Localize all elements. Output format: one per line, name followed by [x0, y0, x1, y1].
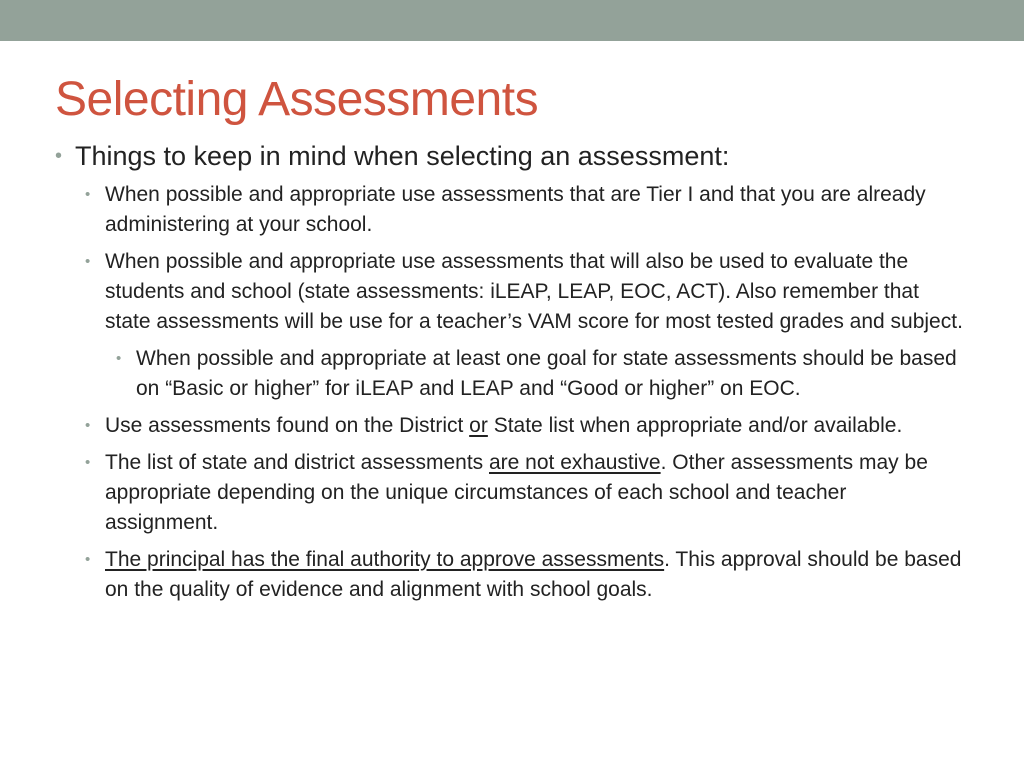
top-accent-bar — [0, 0, 1024, 41]
slide-title: Selecting Assessments — [55, 73, 539, 126]
bullet-text: When possible and appropriate use assessments that are Tier I and that you are already administering at your school. — [105, 183, 926, 236]
bullet-district-list — [85, 411, 965, 441]
bullet-evaluate — [85, 247, 965, 337]
bullet-text: When possible and appropriate use assessments that will also be used to evaluate the students and school (state assessments: iLEAP, LEAP, EOC, ACT). Also remember that state assessments will be use for a teacher’s VAM score for most tested grades and subject. — [105, 250, 963, 333]
bullet-text-pre: The list of state and district assessments — [105, 451, 489, 474]
bullet-not-exhaustive — [85, 448, 965, 538]
bullet-principal — [85, 545, 965, 605]
bullet-dot-icon: • — [85, 417, 91, 434]
bullet-dot-icon: • — [116, 350, 122, 367]
bullet-dot-icon: • — [85, 186, 91, 203]
bullet-text-post: . This approval should be based on the quality of evidence and alignment with school goals. — [105, 548, 962, 601]
bullet-text: Things to keep in mind when selecting an assessment: — [75, 141, 730, 171]
bullet-main — [55, 138, 965, 174]
underlined-not-exhaustive: are not exhaustive — [489, 451, 661, 474]
bullet-text: When possible and appropriate at least one goal for state assessments should be based on “Basic or higher” for iLEAP and LEAP and “Good or higher” on EOC. — [136, 347, 957, 400]
underlined-principal-authority: The principal has the final authority to approve assessments — [105, 548, 665, 571]
bullet-text-post: . Other assessments may be appropriate depending on the unique circumstances of each school and teacher assignment. — [105, 451, 928, 534]
underlined-or: or — [469, 414, 488, 437]
bullet-text-pre: Use assessments found on the District — [105, 414, 470, 437]
bullet-goal — [116, 344, 965, 404]
bullet-text-post: State list when appropriate and/or available. — [487, 414, 903, 437]
bullet-dot-icon: • — [85, 551, 91, 568]
bullet-dot-icon: • — [85, 454, 91, 471]
bullet-tier1 — [85, 180, 965, 240]
bullet-dot-icon: • — [85, 253, 91, 270]
bullet-dot-icon: • — [55, 145, 63, 167]
slide-body — [55, 138, 965, 612]
